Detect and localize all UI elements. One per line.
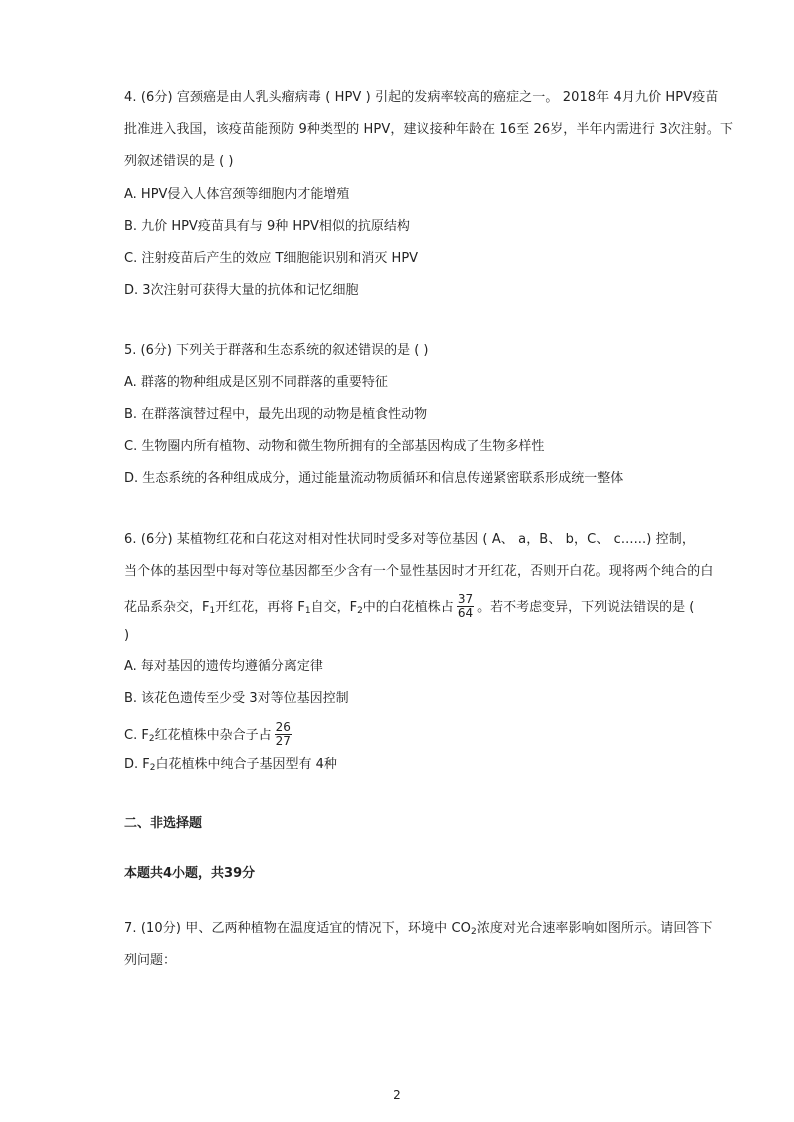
section-title: 二、非选择题 — [124, 816, 203, 831]
q5-option-c: C. 生物圈内所有植物、动物和微生物所拥有的全部基因构成了生物多样性 — [124, 439, 545, 454]
fraction-denominator: 27 — [275, 734, 291, 748]
q4-stem-line3: 列叙述错误的是 ( ) — [124, 154, 234, 169]
q4-option-a: A. HPV侵入人体宫颈等细胞内才能增殖 — [124, 187, 350, 202]
q4-stem-line1: 4. (6分) 宫颈癌是由人乳头瘤病毒 ( HPV ) 引起的发病率较高的癌症之一。 2018年 4月九价 HPV疫苗 — [124, 90, 719, 105]
fraction-numerator: 26 — [275, 720, 291, 734]
subscript: 2 — [471, 927, 477, 937]
q6-stem-line1: 6. (6分) 某植物红花和白花这对相对性状同时受多对等位基因 ( A、 a，B、 b，C、 c......) 控制， — [124, 532, 695, 547]
q4-option-c: C. 注射疫苗后产生的效应 T细胞能识别和消灭 HPV — [124, 251, 419, 266]
q7-stem-line1 — [124, 919, 713, 939]
page-number: 2 — [393, 1088, 401, 1102]
q5-stem: 5. (6分) 下列关于群落和生态系统的叙述错误的是 ( ) — [124, 343, 429, 358]
q6-option-d — [124, 755, 337, 775]
q6-text-seg: 中的白花植株占 — [362, 600, 454, 615]
q6-text-seg: 红花植株中杂合子占 — [154, 728, 272, 743]
fraction-denominator: 64 — [457, 606, 474, 620]
fraction-26-27 — [275, 721, 292, 748]
q4-stem-line2: 批准进入我国，该疫苗能预防 9种类型的 HPV，建议接种年龄在 16至 26岁，半年内需进行 3次注射。下 — [124, 122, 734, 137]
section-subtitle: 本题共4小题，共39分 — [124, 866, 256, 881]
subscript: 1 — [209, 606, 216, 616]
q6-stem-line2: 当个体的基因型中每对等位基因都至少含有一个显性基因时才开红花，否则开白花。现将两个纯合的白 — [124, 564, 714, 579]
q5-option-a: A. 群落的物种组成是区别不同群落的重要特征 — [124, 375, 388, 390]
subscript: 2 — [149, 763, 156, 773]
q5-option-d: D. 生态系统的各种组成成分，通过能量流动物质循环和信息传递紧密联系形成统一整体 — [124, 471, 624, 486]
subscript: 1 — [304, 606, 311, 616]
q6-text-seg: C. F — [124, 728, 149, 743]
fraction-37-64 — [457, 593, 474, 620]
q7-stem-line2: 列问题： — [124, 953, 177, 968]
q6-option-b: B. 该花色遗传至少受 3对等位基因控制 — [124, 691, 349, 706]
q6-text-seg: 开红花，再将 F — [215, 600, 305, 615]
q4-option-b: B. 九价 HPV疫苗具有与 9种 HPV相似的抗原结构 — [124, 219, 410, 234]
q6-text-seg: 。若不考虑变异，下列说法错误的是 ( — [477, 600, 695, 615]
q6-text-seg: 花品系杂交，F — [124, 600, 210, 615]
q6-stem-line4: ) — [124, 628, 130, 643]
q4-option-d: D. 3次注射可获得大量的抗体和记忆细胞 — [124, 283, 359, 298]
q7-text-seg: 浓度对光合速率影响如图所示。请回答下 — [476, 921, 713, 936]
q7-text-seg: 7. (10分) 甲、乙两种植物在温度适宜的情况下，环境中 CO — [124, 921, 471, 936]
q6-text-seg: D. F — [124, 757, 150, 772]
q6-stem-line3 — [124, 594, 694, 621]
q5-option-b: B. 在群落演替过程中，最先出现的动物是植食性动物 — [124, 407, 428, 422]
q6-option-c — [124, 722, 295, 749]
q6-text-seg: 白花植株中纯合子基因型有 4种 — [155, 757, 337, 772]
subscript: 2 — [357, 606, 363, 616]
fraction-numerator: 37 — [457, 592, 474, 606]
q6-option-a: A. 每对基因的遗传均遵循分离定律 — [124, 659, 323, 674]
subscript: 2 — [148, 734, 155, 744]
q6-text-seg: 自交，F — [310, 600, 358, 615]
